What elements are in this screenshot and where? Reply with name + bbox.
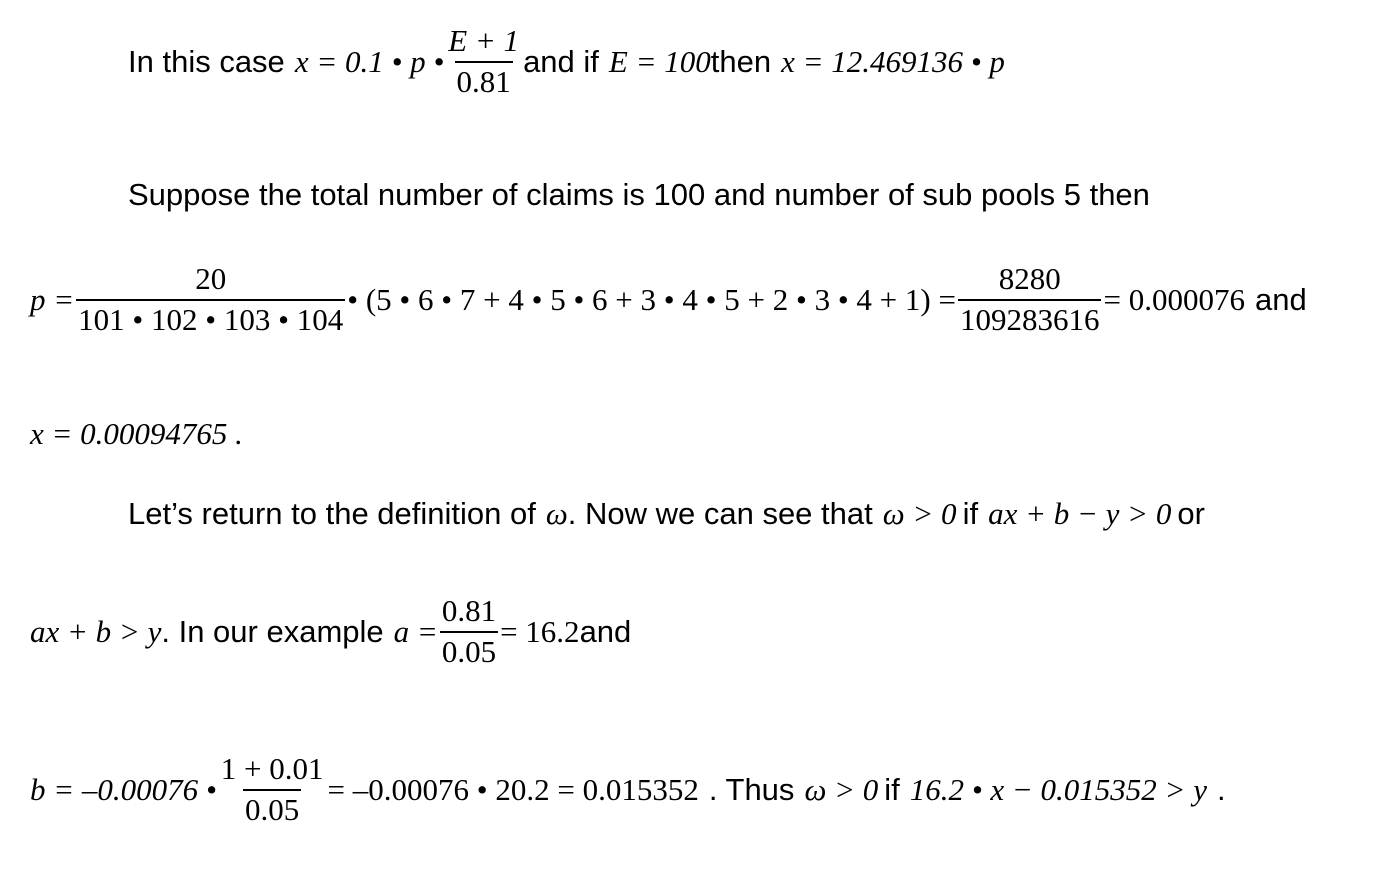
- fraction-0-81-over-0-05: [440, 595, 498, 668]
- fraction-numerator: 0.81: [441, 593, 497, 629]
- math-b-result: = –0.00076 • 20.2 = 0.015352: [327, 772, 699, 807]
- math-x-result: x = 12.469136 • p: [781, 44, 1005, 79]
- text-line-omega-definition: [128, 494, 1205, 534]
- equation-line-a-value: [30, 592, 631, 672]
- fraction-denominator: 101 • 102 • 103 • 104: [76, 299, 345, 337]
- text-if: if: [962, 496, 979, 531]
- math-sum-of-products: • (5 • 6 • 7 + 4 • 5 • 6 + 3 • 4 • 5 + 2 • 3 • 4 + 1) =: [347, 282, 956, 317]
- fraction-e-plus-1-over-0-81: [446, 25, 521, 98]
- math-p-result: = 0.000076: [1103, 282, 1245, 317]
- text-and-if: and if: [523, 44, 599, 79]
- text-then: then: [710, 44, 772, 79]
- math-inequality: ax + b − y > 0: [988, 496, 1172, 531]
- text-return-definition: Let’s return to the definition of: [128, 496, 536, 531]
- math-omega-positive: ω > 0: [882, 496, 957, 531]
- text-or: or: [1177, 496, 1205, 531]
- fraction-denominator: 109283616: [958, 299, 1102, 337]
- paragraph-suppose: Suppose the total number of claims is 100 and number of sub pools 5 then: [128, 177, 1150, 212]
- fraction-numerator: E + 1: [448, 23, 520, 59]
- math-final-inequality: 16.2 • x − 0.015352 > y: [909, 772, 1207, 807]
- fraction-numerator: 8280: [998, 261, 1061, 297]
- equation-line-x-value: [30, 414, 243, 454]
- text-thus: . Thus: [708, 772, 795, 807]
- math-omega-positive: ω > 0: [804, 772, 879, 807]
- math-a-result: = 16.2: [500, 614, 580, 649]
- text-now-we-can-see: . Now we can see that: [567, 496, 873, 531]
- fraction-8280-over-109283616: [958, 263, 1102, 336]
- text-in-our-example: . In our example: [161, 614, 384, 649]
- fraction-denominator: 0.05: [243, 789, 301, 827]
- text-period: .: [1216, 772, 1226, 807]
- fraction-1-01-over-0-05: [219, 753, 326, 826]
- math-x-value: x = 0.00094765 .: [30, 416, 243, 451]
- text-in-this-case: In this case: [128, 44, 285, 79]
- text-if: if: [884, 772, 900, 807]
- math-x-expression: x = 0.1 • p •: [294, 44, 445, 79]
- equation-line-x-formula: [128, 22, 1005, 102]
- math-omega: ω: [545, 496, 568, 531]
- fraction-numerator: 1 + 0.01: [220, 751, 324, 787]
- fraction-20-over-product: [76, 263, 345, 336]
- math-p-equals: p =: [30, 282, 75, 317]
- fraction-denominator: 0.81: [455, 61, 513, 99]
- equation-line-p-formula: [30, 258, 1307, 342]
- equation-line-b-value: [30, 750, 1226, 830]
- text-and: and: [1254, 282, 1307, 317]
- math-b-equals: b = –0.00076 •: [30, 772, 217, 807]
- fraction-numerator: 20: [195, 261, 227, 297]
- math-e-equals-100: E = 100: [608, 44, 711, 79]
- math-a-equals: a =: [393, 614, 438, 649]
- text-and: and: [579, 614, 632, 649]
- text-line-suppose: [128, 175, 1150, 215]
- fraction-denominator: 0.05: [440, 631, 498, 669]
- math-ax-b-greater-y: ax + b > y: [30, 614, 162, 649]
